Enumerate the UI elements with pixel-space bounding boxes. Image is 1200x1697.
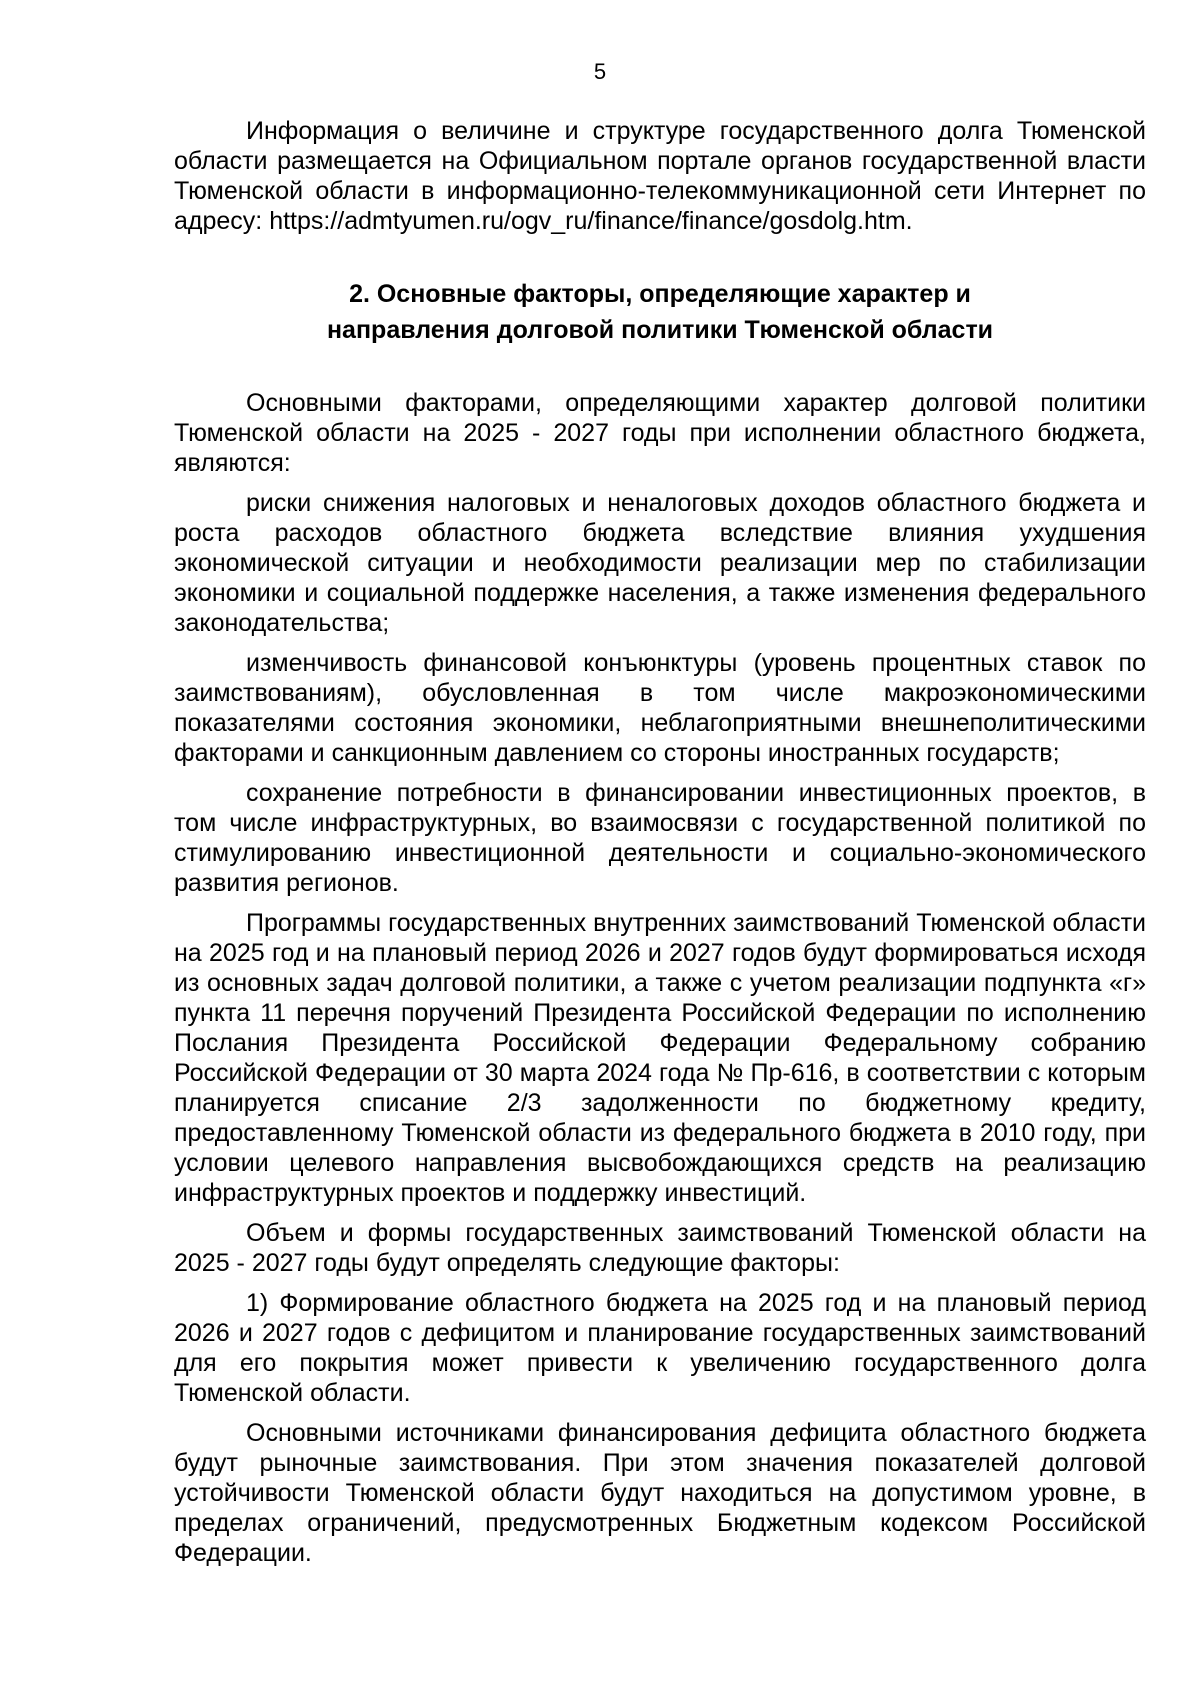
paragraph-factors-intro: Основными факторами, определяющими характер долговой политики Тюменской области на 2025 - 2027 годы при исполнении областного бюджета, являются: xyxy=(174,389,1146,477)
section-heading-line-1: 2. Основные факторы, определяющие характер и xyxy=(349,280,971,308)
paragraph-borrowing-programs: Программы государственных внутренних заимствований Тюменской области на 2025 год и на плановый период 2026 и 2027 годов будут формироваться исходя из основных задач долговой политики, а также с учетом реализации подпункта «г» пункта 11 перечня поручений Президента Российской Федерации по исполнению Послания Президента Российской Федерации Федеральному собранию Российской Федерации от 30 марта 2024 года № Пр-616, в соответствии с которым планируется списание 2/3 задолженности по бюджетному кредиту, предоставленному Тюменской области из федерального бюджета в 2010 году, при условии целевого направления высвобождающихся средств на реализацию инфраструктурных проектов и поддержку инвестиций. xyxy=(174,909,1146,1207)
paragraph-factor-1: 1) Формирование областного бюджета на 2025 год и на плановый период 2026 и 2027 годов с дефицитом и планирование государственных заимствований для его покрытия может привести к увеличению государственного долга Тюменской области. xyxy=(174,1289,1146,1407)
intro-paragraph: Информация о величине и структуре государственного долга Тюменской области размещается на Официальном портале органов государственной власти Тюменской области в информационно-телекоммуникационной сети Интернет по адресу: https://admtyumen.ru/ogv_ru/finance/finance/gosdolg.htm. xyxy=(174,117,1146,235)
document-body xyxy=(174,116,1146,1578)
section-heading xyxy=(174,276,1146,348)
page-number: 5 xyxy=(593,59,607,84)
paragraph-deficit-sources: Основными источниками финансирования дефицита областного бюджета будут рыночные заимствования. При этом значения показателей долговой устойчивости Тюменской области будут находиться на допустимом уровне, в пределах ограничений, предусмотренных Бюджетным кодексом Российской Федерации. xyxy=(174,1419,1146,1567)
paragraph-financial-conditions: изменчивость финансовой конъюнктуры (уровень процентных ставок по заимствованиям), обусловленная в том числе макроэкономическими показателями состояния экономики, неблагоприятными внешнеполитическими факторами и санкционным давлением со стороны иностранных государств; xyxy=(174,649,1146,767)
paragraph-volume-factors: Объем и формы государственных заимствований Тюменской области на 2025 - 2027 годы будут определять следующие факторы: xyxy=(174,1219,1146,1277)
section-heading-line-2: направления долговой политики Тюменской области xyxy=(326,316,994,344)
paragraph-risk-revenue: риски снижения налоговых и неналоговых доходов областного бюджета и роста расходов областного бюджета вследствие влияния ухудшения экономической ситуации и необходимости реализации мер по стабилизации экономики и социальной поддержке населения, а также изменения федерального законодательства; xyxy=(174,489,1146,637)
paragraph-investment-needs: сохранение потребности в финансировании инвестиционных проектов, в том числе инфраструктурных, во взаимосвязи с государственной политикой по стимулированию инвестиционной деятельности и социально-экономического развития регионов. xyxy=(174,779,1146,897)
